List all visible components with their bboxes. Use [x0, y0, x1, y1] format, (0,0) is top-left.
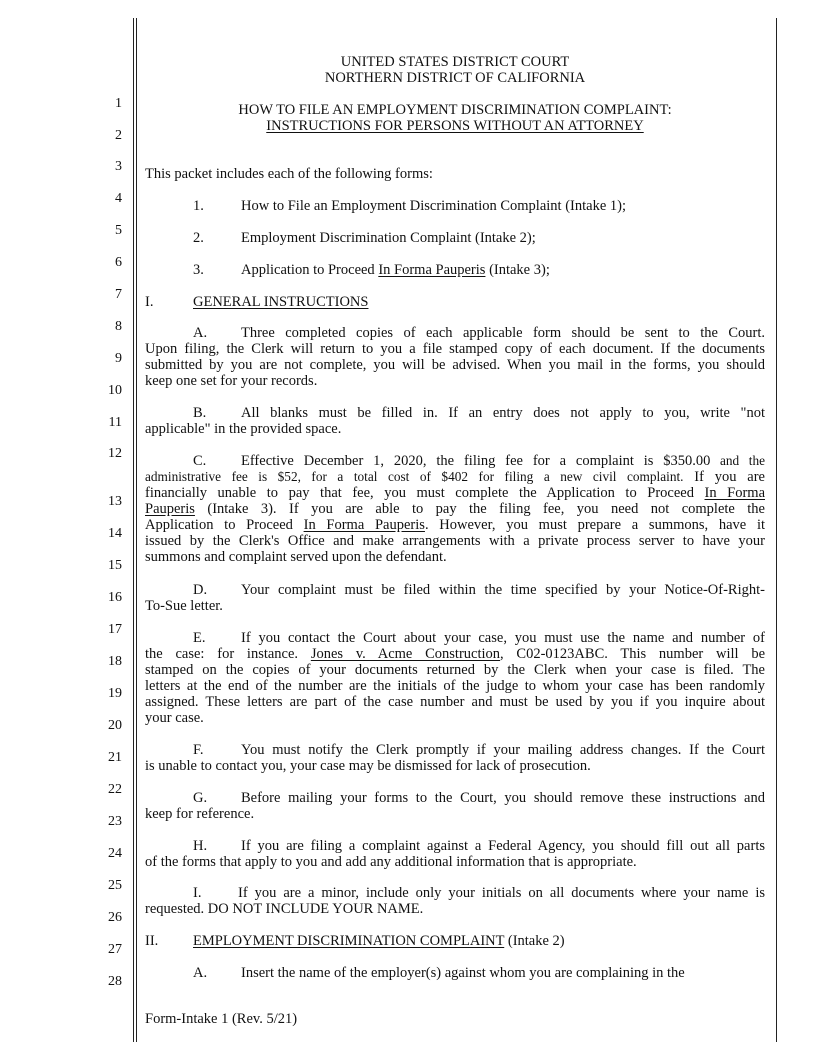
example-case-name: Jones v. Acme Construction: [310, 646, 501, 662]
paragraph-line: [145, 582, 765, 598]
line-number: 7: [115, 287, 122, 302]
paragraph-text: You must notify the Clerk promptly if your mailing address changes. If the Court: [241, 742, 765, 758]
line-number: 16: [108, 590, 122, 605]
paragraph-letter: E.: [193, 630, 206, 646]
in-forma-pauperis-term: In Forma Pauperis: [303, 517, 425, 533]
form-list-item: [241, 262, 550, 278]
court-name: UNITED STATES DISTRICT COURT: [340, 54, 570, 70]
paragraph-letter: D.: [193, 582, 208, 598]
paragraph-text: If you are a minor, include only your initials on all documents where your name is: [238, 885, 765, 901]
paragraph-text: Your complaint must be filed within the time specified by your Notice-Of-Right-: [241, 582, 765, 598]
paragraph-line: requested. DO NOT INCLUDE YOUR NAME.: [145, 901, 424, 917]
form-list-number: 1.: [193, 198, 204, 214]
section-title: GENERAL INSTRUCTIONS: [193, 294, 369, 310]
paragraph-line: To-Sue letter.: [145, 598, 223, 614]
line-number: 14: [108, 526, 122, 541]
line-number: 17: [108, 622, 122, 637]
paragraph-line: applicable" in the provided space.: [145, 421, 342, 437]
line-number: 15: [108, 558, 122, 573]
section-title-row: [193, 933, 565, 949]
line-number: 26: [108, 910, 122, 925]
document-title-underlined: INSTRUCTIONS FOR PERSONS WITHOUT AN ATTORNEY: [266, 118, 644, 134]
paragraph-text: Three completed copies of each applicable form should be sent to the Court.: [241, 325, 765, 341]
paragraph-line: summons and complaint served upon the defendant.: [145, 549, 447, 565]
paragraph-line: Upon filing, the Clerk will return to you a file stamped copy of each document. If the documents: [145, 341, 765, 357]
line-number: 4: [115, 191, 122, 206]
paragraph-line: [145, 646, 765, 662]
paragraph-text: Insert the name of the employer(s) against whom you are complaining in the: [241, 965, 685, 981]
in-forma-pauperis-term: Pauperis: [145, 501, 195, 517]
line-number: 22: [108, 782, 122, 797]
paragraph-text: If you are filing a complaint against a Federal Agency, you should fill out all parts: [241, 838, 765, 854]
paragraph-c: [145, 453, 765, 565]
paragraph-h: [145, 838, 765, 870]
paragraph-line: [145, 485, 765, 501]
paragraph-letter: A.: [193, 325, 208, 341]
paragraph-text: Before mailing your forms to the Court, you should remove these instructions and: [241, 790, 765, 806]
paragraph-text: Effective December 1, 2020, the filing fee for a complaint is $350.00: [241, 453, 711, 469]
paragraph-line: stamped on the copies of your documents returned by the Clerk when your case is filed. The: [145, 662, 765, 678]
form-list-item: How to File an Employment Discrimination Complaint (Intake 1);: [241, 198, 626, 214]
form-list-number: 2.: [193, 230, 204, 246]
line-number: 13: [108, 494, 122, 509]
paragraph-line: issued by the Clerk's Office and make arrangements with a private process server to have your: [145, 533, 765, 549]
line-number: 3: [115, 159, 122, 174]
paragraph-f: [145, 742, 765, 774]
paragraph-letter: A.: [193, 965, 208, 981]
paragraph-line: letters at the end of the number are the initials of the judge to whom your case has been randomly: [145, 678, 765, 694]
line-number: 9: [115, 351, 122, 366]
left-margin-rule-inner: [136, 18, 137, 1042]
document-title-line1: HOW TO FILE AN EMPLOYMENT DISCRIMINATION COMPLAINT:: [238, 102, 672, 118]
form-list-text: Application to Proceed: [241, 262, 379, 278]
paragraph-letter: B.: [193, 405, 207, 421]
line-number: 21: [108, 750, 122, 765]
line-number: 18: [108, 654, 122, 669]
paragraph-b: [145, 405, 765, 437]
paragraph-text: financially unable to pay that fee, you must complete the Application to Proceed: [145, 485, 705, 501]
form-list-text: (Intake 3);: [485, 262, 550, 278]
paragraph-line: [145, 453, 765, 469]
paragraph-line: assigned. These letters are part of the case number and must be used by you if you inquire about: [145, 694, 765, 710]
line-number: 8: [115, 319, 122, 334]
paragraph-letter: H.: [193, 838, 208, 854]
line-number: 1: [115, 96, 122, 111]
line-number: 12: [108, 446, 122, 461]
paragraph-letter: I.: [193, 885, 202, 901]
form-list-item: Employment Discrimination Complaint (Intake 2);: [241, 230, 536, 246]
paragraph-e: [145, 630, 765, 726]
paragraph-line: [145, 742, 765, 758]
paragraph-letter: F.: [193, 742, 204, 758]
section-number: I.: [145, 294, 154, 310]
paragraph-line: submitted by you are not complete, you will be advised. When you mail in the forms, you should: [145, 357, 765, 373]
paragraph-i: [145, 885, 765, 917]
line-number: 25: [108, 878, 122, 893]
intro-text: This packet includes each of the following forms:: [145, 166, 433, 182]
line-number: 6: [115, 255, 122, 270]
line-number: 11: [108, 415, 122, 430]
line-number: 27: [108, 942, 122, 957]
in-forma-pauperis-term: In Forma Pauperis: [378, 262, 486, 278]
section2-paragraph-a: [145, 965, 685, 981]
paragraph-line: keep one set for your records.: [145, 373, 318, 389]
section-title: EMPLOYMENT DISCRIMINATION COMPLAINT: [193, 933, 505, 949]
line-number: 5: [115, 223, 122, 238]
document-title-line2: [145, 118, 765, 134]
form-footer: Form-Intake 1 (Rev. 5/21): [145, 1011, 298, 1027]
paragraph-line: [145, 885, 765, 901]
paragraph-text: the case: for instance.: [145, 646, 311, 662]
paragraph-line: [145, 517, 765, 533]
paragraph-text: . However, you must prepare a summons, have it: [424, 517, 766, 533]
paragraph-text: All blanks must be filled in. If an entry does not apply to you, write "not: [241, 405, 765, 421]
paragraph-line: [145, 501, 765, 517]
paragraph-d: [145, 582, 765, 614]
paragraph-text: and the: [710, 453, 765, 468]
paragraph-text: If you are: [683, 469, 765, 485]
left-margin-rule-outer: [133, 18, 134, 1042]
line-number: 2: [115, 128, 122, 143]
in-forma-pauperis-term: In Forma: [704, 485, 765, 501]
paragraph-line: [145, 790, 765, 806]
line-number: 23: [108, 814, 122, 829]
paragraph-g: [145, 790, 765, 822]
paragraph-a: [145, 325, 765, 389]
paragraph-text: If you contact the Court about your case, you must use the name and number of: [241, 630, 765, 646]
line-number: 20: [108, 718, 122, 733]
paragraph-text: (Intake 3). If you are able to pay the filing fee, you need not complete the: [194, 501, 765, 517]
paragraph-text: , C02-0123ABC. This number will be: [500, 646, 766, 662]
court-district: NORTHERN DISTRICT OF CALIFORNIA: [324, 70, 586, 86]
paragraph-line: is unable to contact you, your case may be dismissed for lack of prosecution.: [145, 758, 591, 774]
paragraph-line: keep for reference.: [145, 806, 255, 822]
section-title-suffix: (Intake 2): [504, 933, 565, 949]
line-number: 10: [108, 383, 122, 398]
form-list-number: 3.: [193, 262, 204, 278]
paragraph-line: of the forms that apply to you and add any additional information that is appropriate.: [145, 854, 637, 870]
paragraph-line: [145, 469, 765, 485]
paragraph-line: [145, 838, 765, 854]
paragraph-line: [145, 630, 765, 646]
paragraph-text: Application to Proceed: [145, 517, 304, 533]
line-number: 24: [108, 846, 122, 861]
paragraph-line: [145, 405, 765, 421]
section-number: II.: [145, 933, 159, 949]
paragraph-letter: G.: [193, 790, 208, 806]
right-margin-rule: [776, 18, 777, 1042]
paragraph-letter: C.: [193, 453, 207, 469]
line-number: 28: [108, 974, 122, 989]
line-number: 19: [108, 686, 122, 701]
paragraph-text: administrative fee is $52, for a total cost of $402 for filing a new civil complaint.: [145, 469, 684, 484]
paragraph-line: [145, 325, 765, 341]
paragraph-line: your case.: [145, 710, 204, 726]
